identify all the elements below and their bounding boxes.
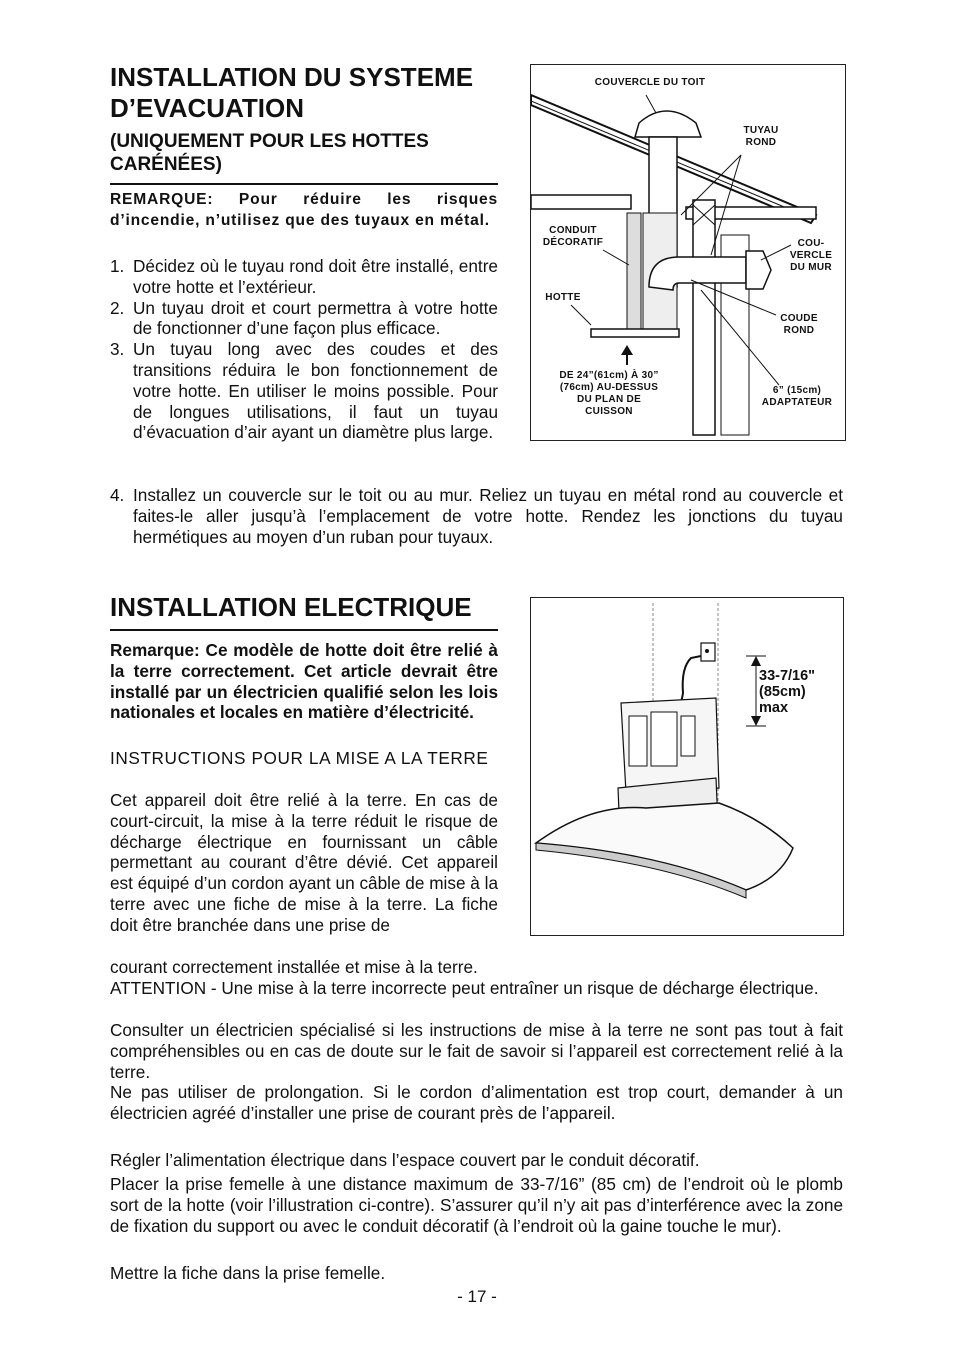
label-round-elbow: COUDE ROND bbox=[780, 313, 818, 336]
label-decorative-duct: CONDUIT DÉCORATIF bbox=[542, 225, 604, 248]
dimension-label: 33-7/16" (85cm) max bbox=[759, 668, 816, 716]
consult-text: Consulter un électricien spécialisé si les instructions de mise à la terre ne sont pas tout à fait compréhensibles ou en cas de doute sur le fait de savoir si l’appareil est correctement relié à la terre. bbox=[110, 1020, 843, 1082]
grounding-heading: INSTRUCTIONS POUR LA MISE A LA TERRE bbox=[110, 748, 489, 768]
title-underline bbox=[110, 183, 498, 185]
label-adapter: 6” (15cm) ADAPTATEUR bbox=[761, 385, 833, 408]
hood-drawing bbox=[531, 598, 843, 935]
list-item: 4. Installez un couvercle sur le toit ou au mur. Reliez un tuyau en métal rond au couvercle et faites-le aller jusqu’à l’emplacement de votre hotte. Rendez les jonctions du tuyau hermétiques au moyen d’un ruban pour tuyaux. bbox=[110, 485, 843, 547]
label-roof-cap: COUVERCLE DU TOIT bbox=[594, 77, 706, 88]
grounding-text: Cet appareil doit être relié à la terre. En cas de court-circuit, la mise à la terre réduit le risque de décharge électrique en fournissant un câble permettant au courant d’être dévié. Cet appareil est équipé d’un cordon ayant un câble de mise à la terre avec une fiche de mise à la terre. La fiche doit être branchée dans une prise de bbox=[110, 790, 498, 935]
exhaust-step-4 bbox=[110, 485, 843, 547]
supply-text: Régler l’alimentation électrique dans l’espace couvert par le conduit décoratif. bbox=[110, 1150, 700, 1170]
label-hood: HOTTE bbox=[545, 292, 581, 303]
label-round-duct: TUYAU ROND bbox=[743, 125, 779, 148]
section-subtitle-line2: CARÉNÉES) bbox=[110, 154, 222, 175]
label-wall-cap: COU- VERCLE DU MUR bbox=[789, 238, 833, 273]
attention-text: ATTENTION - Une mise à la terre incorrecte peut entraîner un risque de décharge électrique. bbox=[110, 978, 819, 998]
exhaust-steps-list bbox=[110, 256, 498, 443]
hood-outlet-figure bbox=[530, 597, 844, 936]
section-title-exhaust-line2: D’EVACUATION bbox=[110, 93, 305, 123]
title-underline bbox=[110, 629, 498, 631]
section-title-exhaust-line1: INSTALLATION DU SYSTEME bbox=[110, 62, 474, 92]
list-item: 3. Un tuyau long avec des coudes et des transitions réduira le bon fonctionnement de votre hotte. En utiliser le moins possible. Pour de longues utilisations, il faut un tuyau d’évacuation d’air ayant un diamètre plus large. bbox=[110, 339, 498, 443]
section-title-electrical: INSTALLATION ELECTRIQUE bbox=[110, 592, 472, 622]
grounding-text-end: courant correctement installée et mise à la terre. bbox=[110, 957, 478, 977]
page-number: - 17 - bbox=[457, 1287, 497, 1306]
place-outlet-text: Placer la prise femelle à une distance maximum de 33-7/16” (85 cm) de l’endroit où le plomb sort de la hotte (voir l’illustration ci-contre). S’assurer qu’il n’y ait pas d’interférence avec la zone de fixation du support ou avec le conduit décoratif (à l’endroit où la gaine touche le mur). bbox=[110, 1174, 843, 1236]
exhaust-remark: REMARQUE: Pour réduire les risques d’incendie, n’utilisez que des tuyaux en métal. bbox=[110, 191, 498, 229]
label-hood-height: DE 24”(61cm) À 30” (76cm) AU-DESSUS DU PLAN DE CUISSON bbox=[559, 370, 659, 417]
extension-text: Ne pas utiliser de prolongation. Si le cordon d’alimentation est trop court, demander à un électricien agréé d’installer une prise de courant près de l’appareil. bbox=[110, 1082, 843, 1123]
plug-in-text: Mettre la fiche dans la prise femelle. bbox=[110, 1263, 386, 1283]
list-item: 1. Décidez où le tuyau rond doit être installé, entre votre hotte et l’extérieur. bbox=[110, 256, 498, 297]
list-item: 2. Un tuyau droit et court permettra à votre hotte de fonctionner d’une façon plus efficace. bbox=[110, 297, 498, 339]
electrical-remark: Remarque: Ce modèle de hotte doit être relié à la terre correctement. Cet article devrait être installé par un électricien qualifié selon les lois nationales et locales en matière d’électricité. bbox=[110, 640, 498, 723]
section-subtitle-line1: (UNIQUEMENT POUR LES HOTTES bbox=[110, 131, 429, 152]
duct-installation-figure bbox=[530, 64, 846, 441]
